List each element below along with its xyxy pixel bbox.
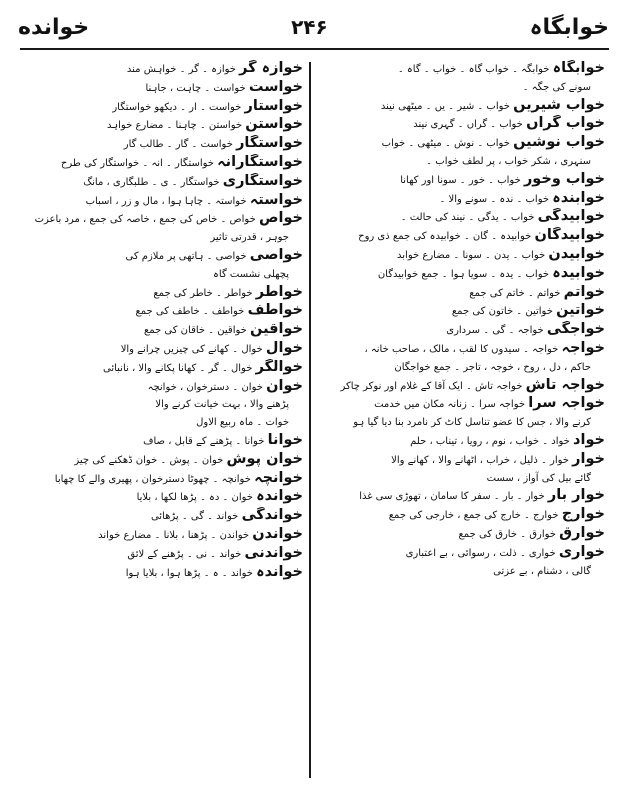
entry-definition: خواب ۔ یدہ ۔ سویا ہوا ۔ جمع خوابیدگان: [377, 268, 550, 280]
entry-definition: خواب ۔ خور ۔ سونا اور کھانا: [400, 174, 521, 186]
entry-definition: خواب ۔ شیر ۔ یں ۔ میٹھی نیند: [380, 100, 510, 112]
entry-headword: خواندنی: [244, 544, 303, 561]
entry-headword: خوابندہ: [552, 189, 605, 206]
dictionary-entry: [322, 246, 605, 265]
entry-headword: خواب نوشیں: [513, 134, 605, 151]
entry-headword: خوالگر: [255, 358, 303, 375]
dictionary-entry: [24, 210, 303, 229]
dictionary-entry: [24, 60, 303, 79]
dictionary-entry: [322, 171, 605, 190]
entry-headword: خواجہ تاش: [525, 376, 605, 393]
entry-headword: خوانا: [267, 431, 303, 448]
entry-headword: خواب وخور: [523, 170, 605, 187]
entry-headword: خواجہ سرا: [528, 395, 605, 412]
dictionary-entry: [322, 525, 605, 544]
entry-definition: خواقین ۔ خاقان کی جمع: [143, 325, 247, 337]
dictionary-entry: [322, 321, 605, 340]
entry-headword: خواجگی: [546, 321, 605, 338]
dictionary-entry: [322, 506, 605, 525]
entry-definition: خواجہ تاش ۔ ایک آقا کے غلام اور نوکر چاکر: [340, 380, 523, 392]
entry-definition: خواری ۔ ذلت ، رسوائی ، بے اعتباری: [405, 547, 556, 559]
entry-definition: خوابیدہ ۔ گان ۔ خوابیدہ کی جمع ذی روح: [358, 231, 532, 243]
page-number: ۲۴۶: [291, 15, 328, 39]
entry-definition: خواب ۔ یدن ۔ سونا ۔ مضارع خوابد: [397, 249, 546, 261]
entry-definition: خواتین ۔ خاتون کی جمع: [451, 306, 553, 318]
entry-headword: خوابیدگان: [534, 227, 605, 244]
entry-definition: خواصی ۔ ہاتھی پر ملازم کی: [125, 250, 247, 262]
entry-headword: خواستگاری: [222, 172, 303, 189]
entry-definition: خوابگہ ۔ خواب گاہ ۔ خواب ۔ گاہ ۔: [397, 64, 550, 75]
entry-headword: خواندگی: [241, 507, 303, 524]
right-column: [322, 60, 605, 782]
dictionary-entry: [24, 321, 303, 340]
entry-headword: خوان پوش: [226, 450, 303, 467]
dictionary-entry: [322, 359, 605, 377]
entry-headword: خواجہ: [561, 339, 605, 356]
dictionary-entry: [322, 432, 605, 451]
entry-definition: گائے بیل کی آواز ، سست: [486, 472, 591, 484]
dictionary-entry: [322, 153, 605, 171]
entry-definition: خواند ۔ ہ ۔ پڑھا ہوا ، بلایا ہوا: [125, 567, 253, 579]
dictionary-entry: [322, 284, 605, 303]
entry-headword: خواستار: [244, 97, 303, 114]
dictionary-entry: [24, 470, 303, 489]
entry-definition: خوانچہ ۔ چھوٹا دسترخوان ، پھیری والے کا چھابا: [54, 473, 251, 485]
dictionary-entry: [24, 116, 303, 135]
entry-definition: خواب ۔ نوش ۔ میٹھی ۔ خواب: [381, 138, 510, 150]
entry-headword: خوارج: [561, 506, 605, 523]
entry-definition: خواستگار ۔ ی ۔ طلبگاری ، مانگ: [83, 176, 220, 188]
dictionary-entry: [322, 134, 605, 153]
entry-definition: خواجہ سرا ۔ زنانہ مکان میں خدمت: [374, 399, 526, 411]
entry-headword: خواطر: [255, 283, 303, 300]
dictionary-entry: [24, 340, 303, 359]
dictionary-entry: [24, 154, 303, 173]
header-rule: [20, 48, 609, 50]
entry-headword: خوابیدہ: [552, 264, 605, 281]
entry-definition: خواجہ ۔ سیدوں کا لقب ، مالک ، صاحب خانہ ،: [364, 343, 559, 355]
entry-definition: خوار ۔ ذلیل ، خراب ، اٹھانے والا ، کھانے والا: [391, 454, 569, 466]
header-left-word: خوانده: [18, 14, 90, 40]
entry-definition: گالی ، دشنام ، بے عزتی: [493, 565, 591, 577]
dictionary-entry: [322, 115, 605, 134]
dictionary-entry: [322, 414, 605, 432]
dictionary-entry: [322, 79, 605, 97]
entry-headword: خوابیدن: [548, 245, 605, 262]
entry-headword: خواندن: [252, 525, 303, 542]
entry-definition: سونے کی جگہ ۔: [522, 81, 591, 93]
entry-headword: خواری: [558, 543, 605, 560]
entry-definition: خوات ۔ ماہ ربیع الاول: [196, 417, 289, 429]
entry-headword: خوال: [265, 339, 303, 356]
entry-headword: خواستگارانہ: [217, 153, 303, 170]
dictionary-entry: [24, 284, 303, 303]
dictionary-entry: [322, 190, 605, 209]
entry-headword: خوار: [572, 450, 605, 467]
entry-definition: خواستہ ۔ چاہا ہوا ، مال و زر ، اسباب: [85, 195, 247, 207]
entry-definition: خواص ۔ خاص کی جمع ، خاصہ کی جمع ، مرد باعزت: [34, 214, 256, 226]
dictionary-entry: [24, 192, 303, 211]
entry-headword: خواصی: [249, 246, 303, 263]
entry-definition: خواست ۔ گار ۔ طالب گار: [123, 139, 233, 151]
dictionary-entry: [322, 60, 605, 79]
entry-definition: خوان ۔ پوش ۔ خوان ڈھکنے کی چیز: [74, 454, 224, 466]
entry-headword: خواندہ: [256, 563, 303, 580]
dictionary-entry: [24, 302, 303, 321]
dictionary-entry: [24, 135, 303, 154]
entry-headword: خواندہ: [256, 488, 303, 505]
dictionary-entry: [24, 359, 303, 378]
dictionary-entry: [322, 563, 605, 581]
entry-definition: خواب ۔ ندہ ۔ سونے والا ۔: [439, 193, 550, 205]
dictionary-entry: [24, 79, 303, 98]
entry-headword: خواب گراں: [526, 115, 605, 132]
entry-definition: خوال ۔ گر ۔ کھانا پکانے والا ، نانبائی: [102, 362, 253, 374]
entry-definition: خواند ۔ نی ۔ پڑھنے کے لائق: [127, 548, 242, 560]
entry-headword: خواست: [248, 78, 303, 95]
entry-headword: خواتین: [556, 302, 605, 319]
dictionary-entry: [24, 432, 303, 451]
dictionary-entry: [24, 173, 303, 192]
entry-headword: خوابیدگی: [537, 208, 605, 225]
dictionary-entry: [322, 97, 605, 116]
entry-headword: خواقین: [250, 321, 303, 338]
dictionary-entry: [322, 451, 605, 470]
entry-headword: خواستہ: [249, 191, 303, 208]
entry-headword: خواطف: [247, 302, 303, 319]
dictionary-entry: [322, 544, 605, 563]
entry-headword: خوانچہ: [254, 469, 303, 486]
entry-definition: خوارج ۔ خارج کی جمع ، خارجی کی جمع: [388, 510, 559, 522]
dictionary-entry: [322, 487, 605, 506]
entry-headword: خوارق: [559, 524, 605, 541]
entry-headword: خوار بار: [547, 487, 605, 504]
dictionary-entry: [322, 227, 605, 246]
entry-definition: جوہر ، قدرتی تاثیر: [210, 232, 289, 244]
dictionary-entry: [24, 488, 303, 507]
dictionary-entry: [322, 208, 605, 227]
dictionary-entry: [24, 526, 303, 545]
entry-definition: خوانا ۔ پڑھنے کے قابل ، صاف: [143, 435, 265, 447]
column-divider: [309, 62, 311, 778]
dictionary-entry: [24, 247, 303, 266]
entry-definition: خواد ۔ خواب ، نوم ، رویا ، تیناب ، حلم: [410, 435, 570, 447]
dictionary-entry: [24, 414, 303, 432]
entry-definition: خواند ۔ گی ۔ پڑھائی: [150, 511, 239, 523]
entry-definition: خوان ۔ دسترخوان ، خوانچہ: [147, 381, 263, 393]
dictionary-entry: [24, 266, 303, 284]
entry-definition: حاکم ، دل ، روح ، خوجہ ، تاجر ۔ جمع خواجگان: [394, 361, 591, 373]
entry-definition: پڑھنے والا ، بہت خیانت کرنے والا: [155, 399, 289, 411]
entry-definition: خوازہ ۔ گر ۔ خواہش مند: [126, 64, 236, 75]
dictionary-entry: [322, 265, 605, 284]
entry-definition: خوان ۔ دہ ۔ پڑھا لکھا ، بلایا: [136, 492, 253, 504]
entry-definition: خواستن ۔ چاہنا ۔ مضارع خواہد: [107, 120, 243, 132]
entry-headword: خواب شیریں: [513, 96, 605, 113]
entry-headword: خواص: [258, 210, 303, 227]
dictionary-entry: [24, 451, 303, 470]
dictionary-entry: [24, 378, 303, 397]
entry-definition: خواندن ۔ پڑھنا ، بلانا ۔ مضارع خواند: [98, 529, 250, 541]
entry-headword: خواستن: [245, 116, 303, 133]
entry-definition: پچھلی نشست گاہ: [213, 268, 289, 280]
entry-definition: کرنے والا ، جس کا عضو تناسل کاٹ کر نامرد بنا دیا گیا ہو: [353, 417, 591, 429]
entry-headword: خواد: [573, 431, 605, 448]
entry-definition: خواب ۔ گراں ۔ گہری نیند: [413, 119, 523, 131]
dictionary-entry: [322, 395, 605, 414]
header-right-word: خوابگاہ: [529, 14, 609, 40]
entry-definition: خوار ۔ بار ۔ سفر کا سامان ، تھوڑی سی غذا: [359, 491, 545, 503]
dictionary-entry: [24, 507, 303, 526]
dictionary-entry: [322, 377, 605, 396]
entry-headword: خوازہ گر: [239, 60, 303, 76]
page-header: [18, 10, 609, 44]
entry-headword: خوابگاہ: [552, 60, 605, 76]
entry-definition: خوال ۔ کھانے کی چیزیں چرانے والا: [120, 343, 263, 355]
entry-definition: سنہری ، شکر خواب ، پر لطف خواب ۔: [426, 155, 591, 167]
entry-definition: خواستگار ۔ انہ ۔ خواستگار کی طرح: [60, 157, 214, 169]
entry-headword: خواستگار: [236, 135, 303, 152]
dictionary-entry: [24, 396, 303, 414]
dictionary-entry: [322, 302, 605, 321]
dictionary-entry: [24, 564, 303, 583]
dictionary-entry: [322, 470, 605, 488]
entry-headword: خواتم: [563, 283, 605, 300]
entry-definition: خواطف ۔ خاطف کی جمع: [135, 306, 245, 318]
entry-definition: خواجہ ۔ گی ۔ سرداری: [446, 325, 544, 337]
left-column: [24, 60, 303, 782]
entry-definition: خوارق ۔ خارق کی جمع: [458, 528, 556, 540]
entry-definition: خواتم ۔ خاتم کی جمع: [469, 287, 561, 299]
entry-definition: خواست ۔ ار ۔ دیکھو خواستگار: [112, 101, 242, 113]
entry-definition: خواطر ۔ خاطر کی جمع: [153, 287, 253, 299]
dictionary-entry: [24, 98, 303, 117]
dictionary-entry: [24, 229, 303, 247]
dictionary-entry: [322, 340, 605, 359]
dictionary-entry: [24, 545, 303, 564]
entry-definition: خواب ۔ یدگی ۔ نیند کی حالت ۔: [400, 212, 535, 224]
entry-headword: خوان: [266, 377, 303, 394]
entry-definition: خواست ۔ چاہت ، جاہنا: [145, 82, 246, 94]
